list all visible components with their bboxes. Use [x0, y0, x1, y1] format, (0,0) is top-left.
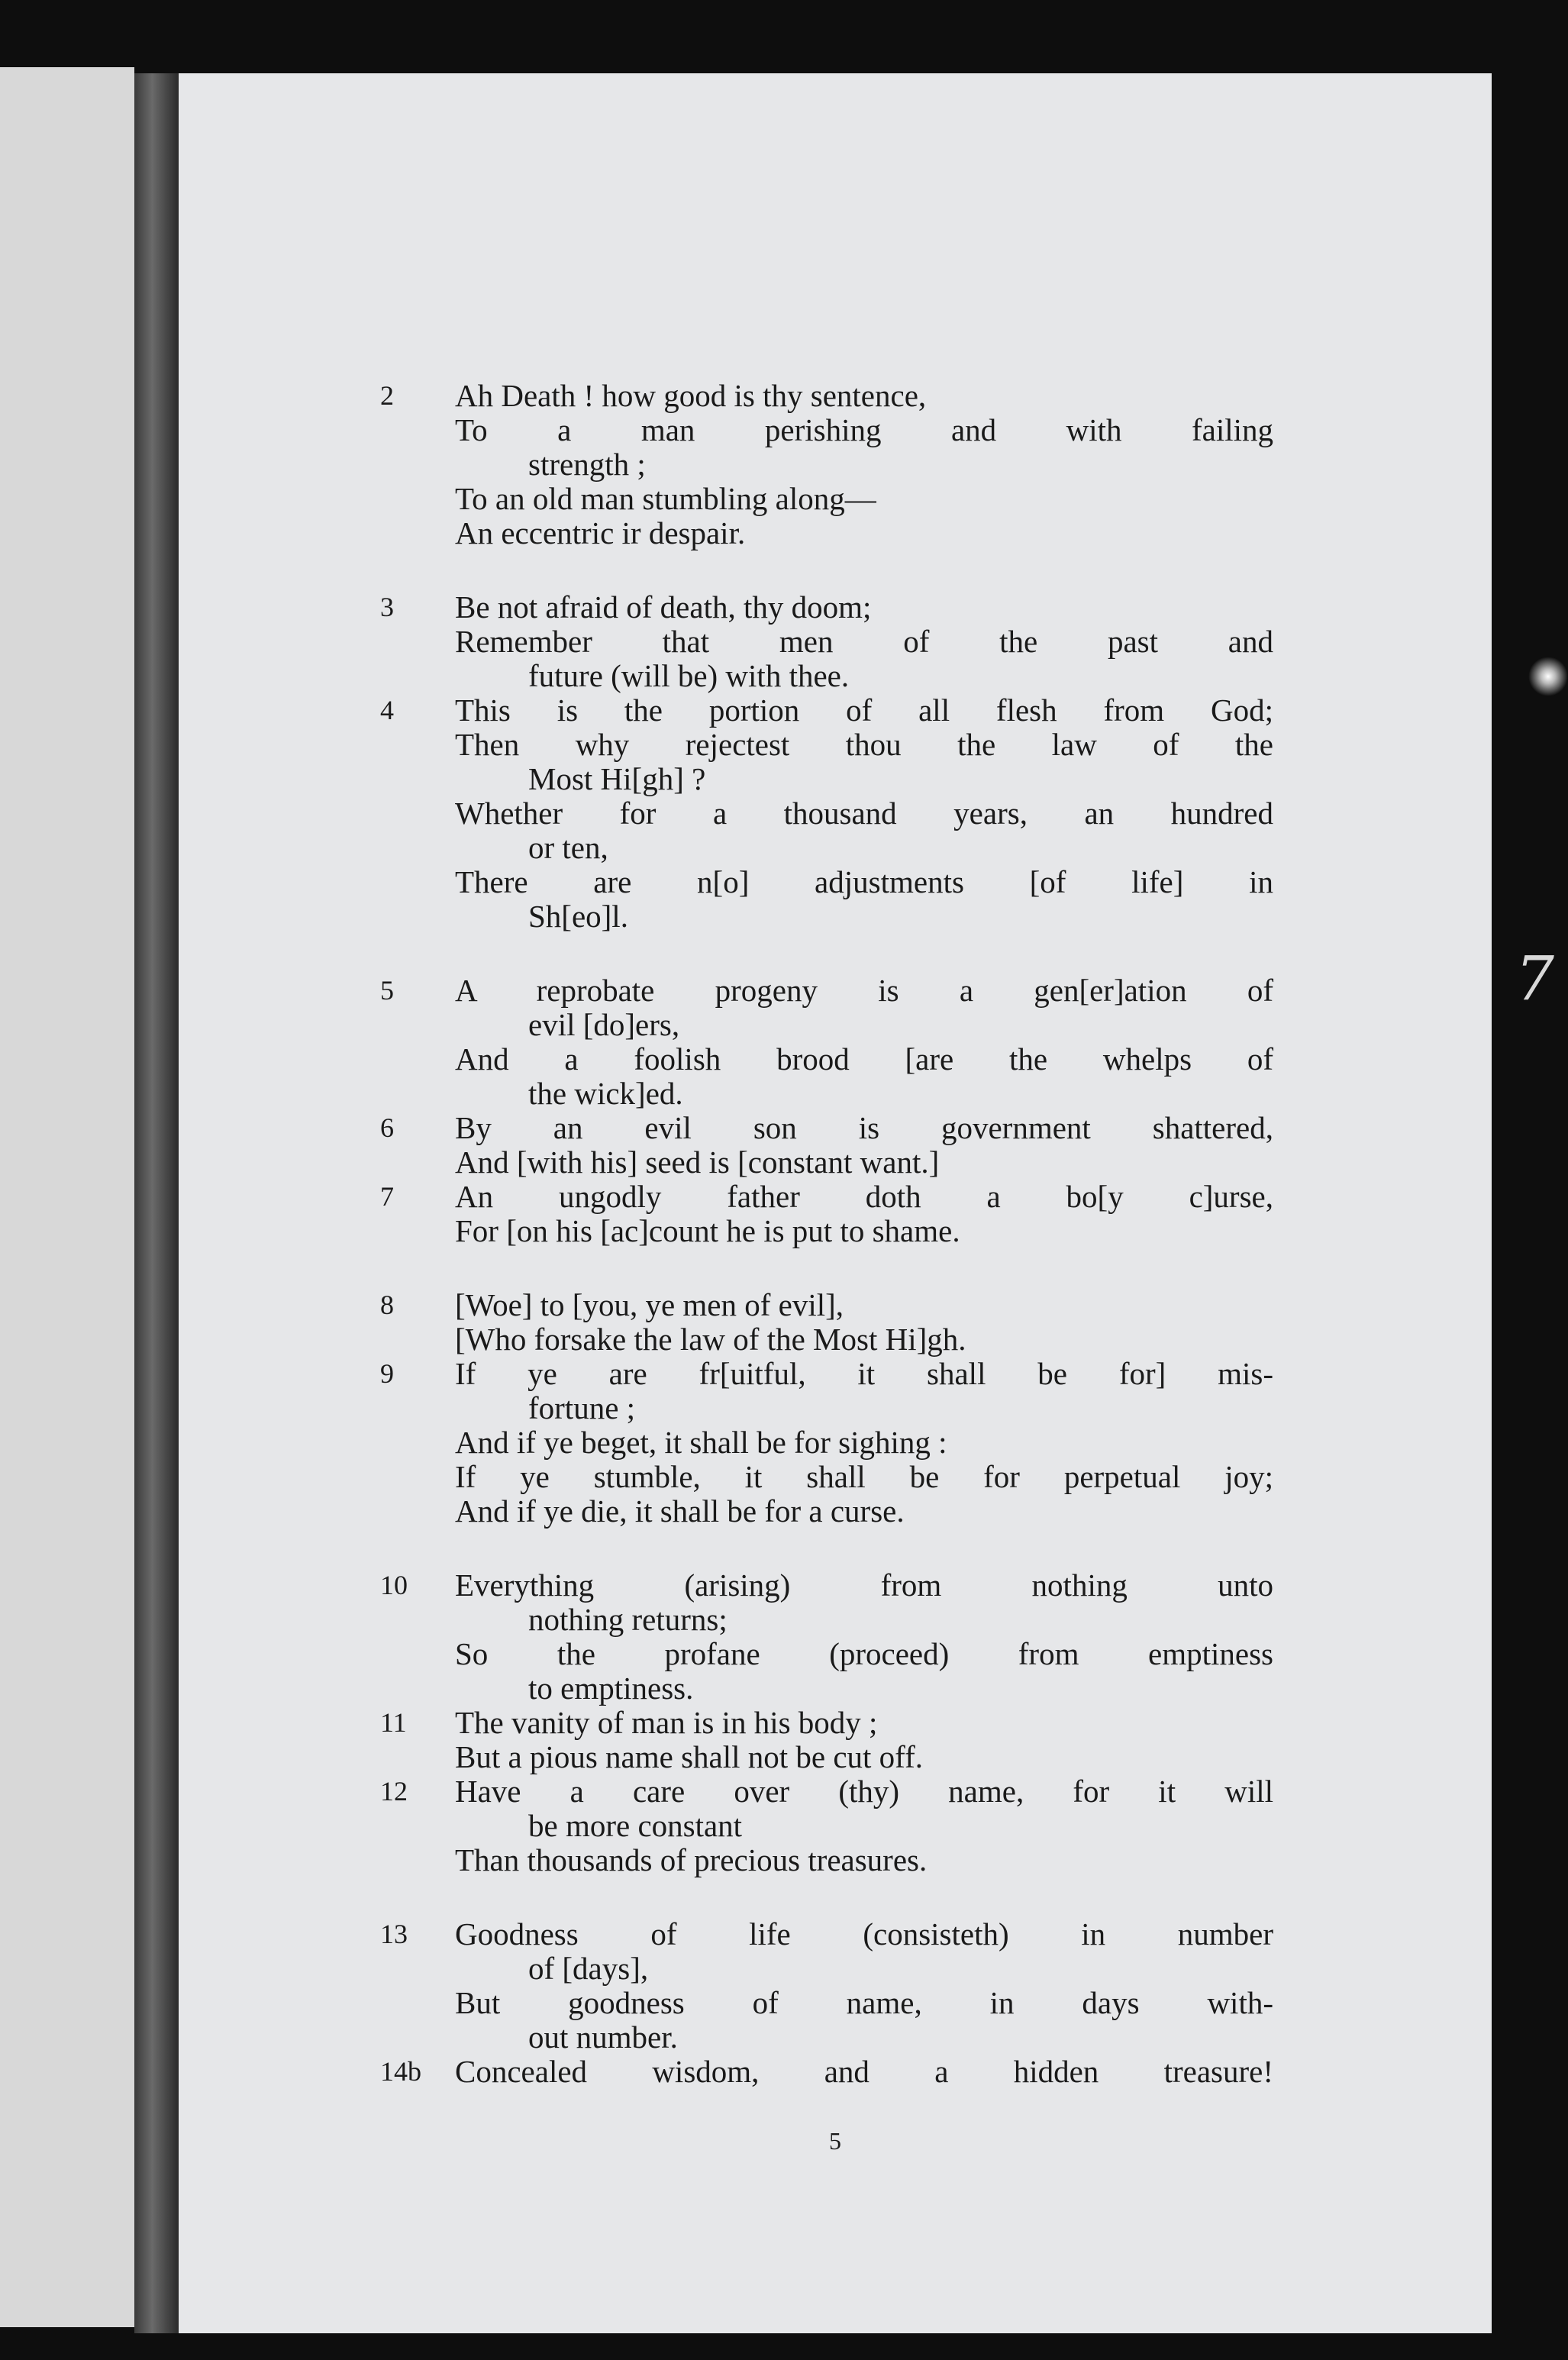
verse-line: Sh[eo]l. — [528, 899, 628, 934]
verse-text — [179, 379, 1492, 2129]
verse-line: [Woe] to [you, ye men of evil], — [455, 1287, 844, 1322]
verse-number: 3 — [380, 592, 394, 622]
verse-line: And if ye beget, it shall be for sighing : — [455, 1425, 947, 1460]
verse — [179, 693, 1492, 934]
verse-number: 5 — [380, 975, 394, 1006]
verse-number: 14b — [380, 2056, 421, 2087]
page-number: 5 — [829, 2127, 841, 2155]
verse-line: out number. — [528, 2019, 678, 2055]
verse-line: Have a care over (thy) name, for it will — [455, 1774, 1273, 1809]
verse-line: be more constant — [528, 1808, 743, 1843]
verse-line: To a man perishing and with failing — [455, 412, 1273, 447]
verse-line: Remember that men of the past and — [455, 624, 1273, 659]
stanza — [179, 379, 1492, 550]
verse-line: the wick]ed. — [528, 1076, 683, 1111]
stanza — [179, 973, 1492, 1248]
verse-line: to emptiness. — [528, 1671, 694, 1706]
book-page — [179, 73, 1492, 2333]
verse — [179, 2055, 1492, 2089]
verse-line: And [with his] seed is [constant want.] — [455, 1144, 940, 1180]
verse — [179, 973, 1492, 1111]
verse-line: A reprobate progeny is a gen[er]ation of — [455, 973, 1273, 1008]
verse-line: Everything (arising) from nothing unto — [455, 1567, 1273, 1603]
verse-line: So the profane (proceed) from emptiness — [455, 1636, 1273, 1671]
verse-line: If ye stumble, it shall be for perpetual joy; — [455, 1459, 1273, 1494]
verse-line: To an old man stumbling along— — [455, 481, 876, 516]
verse-line: or ten, — [528, 830, 608, 865]
verse-line: But goodness of name, in days with- — [455, 1985, 1273, 2020]
verse-line: strength ; — [528, 447, 646, 482]
verse — [179, 1706, 1492, 1774]
verse-line: Most Hi[gh] ? — [528, 761, 706, 796]
verse-number: 11 — [380, 1707, 407, 1738]
verse — [179, 1288, 1492, 1357]
facing-page-edge — [0, 67, 134, 2327]
verse-line: For [on his [ac]count he is put to shame. — [455, 1213, 960, 1248]
verse-line: Than thousands of precious treasures. — [455, 1842, 928, 1877]
light-glint — [1528, 657, 1568, 696]
verse-line: There are n[o] adjustments [of life] in — [455, 864, 1273, 899]
verse-line: Ah Death ! how good is thy sentence, — [455, 378, 927, 413]
verse-line: Concealed wisdom, and a hidden treasure! — [455, 2054, 1273, 2089]
verse-line: of [days], — [528, 1951, 649, 1986]
verse-line: fortune ; — [528, 1390, 636, 1425]
verse-line: Be not afraid of death, thy doom; — [455, 589, 872, 625]
verse — [179, 590, 1492, 693]
verse-number: 7 — [380, 1181, 394, 1212]
verse-number: 12 — [380, 1776, 408, 1806]
verse-number: 4 — [380, 695, 394, 725]
verse-line: This is the portion of all flesh from God; — [455, 693, 1273, 728]
verse-line: Goodness of life (consisteth) in number — [455, 1916, 1273, 1952]
verse-line: [Who forsake the law of the Most Hi]gh. — [455, 1322, 966, 1357]
stanza — [179, 1288, 1492, 1529]
verse-number: 9 — [380, 1358, 394, 1389]
verse-number: 2 — [380, 380, 394, 411]
verse-line: If ye are fr[uitful, it shall be for] mis- — [455, 1356, 1273, 1391]
verse — [179, 1568, 1492, 1706]
verse-line: evil [do]ers, — [528, 1007, 680, 1042]
book-spine — [134, 73, 179, 2333]
verse-line: By an evil son is government shattered, — [455, 1110, 1273, 1145]
stanza — [179, 1917, 1492, 2089]
verse-line: The vanity of man is in his body ; — [455, 1705, 878, 1740]
verse — [179, 1111, 1492, 1180]
stanza — [179, 590, 1492, 934]
verse-number: 13 — [380, 1919, 408, 1949]
verse-line: Then why rejectest thou the law of the — [455, 727, 1273, 762]
verse-number: 8 — [380, 1290, 394, 1320]
verse — [179, 1357, 1492, 1529]
verse-line: nothing returns; — [528, 1602, 728, 1637]
verse-line: But a pious name shall not be cut off. — [455, 1739, 923, 1774]
verse-line: An eccentric ir despair. — [455, 515, 746, 550]
verse — [179, 1774, 1492, 1877]
margin-note: 7 — [1515, 943, 1554, 1014]
verse-line: Whether for a thousand years, an hundred — [455, 796, 1273, 831]
verse — [179, 1917, 1492, 2055]
verse-number: 10 — [380, 1570, 408, 1600]
verse — [179, 1180, 1492, 1248]
verse-number: 6 — [380, 1112, 394, 1143]
verse-line: An ungodly father doth a bo[y c]urse, — [455, 1179, 1273, 1214]
verse-line: And a foolish brood [are the whelps of — [455, 1041, 1273, 1077]
verse-line: future (will be) with thee. — [528, 658, 850, 693]
stanza — [179, 1568, 1492, 1877]
verse — [179, 379, 1492, 550]
verse-line: And if ye die, it shall be for a curse. — [455, 1493, 905, 1529]
